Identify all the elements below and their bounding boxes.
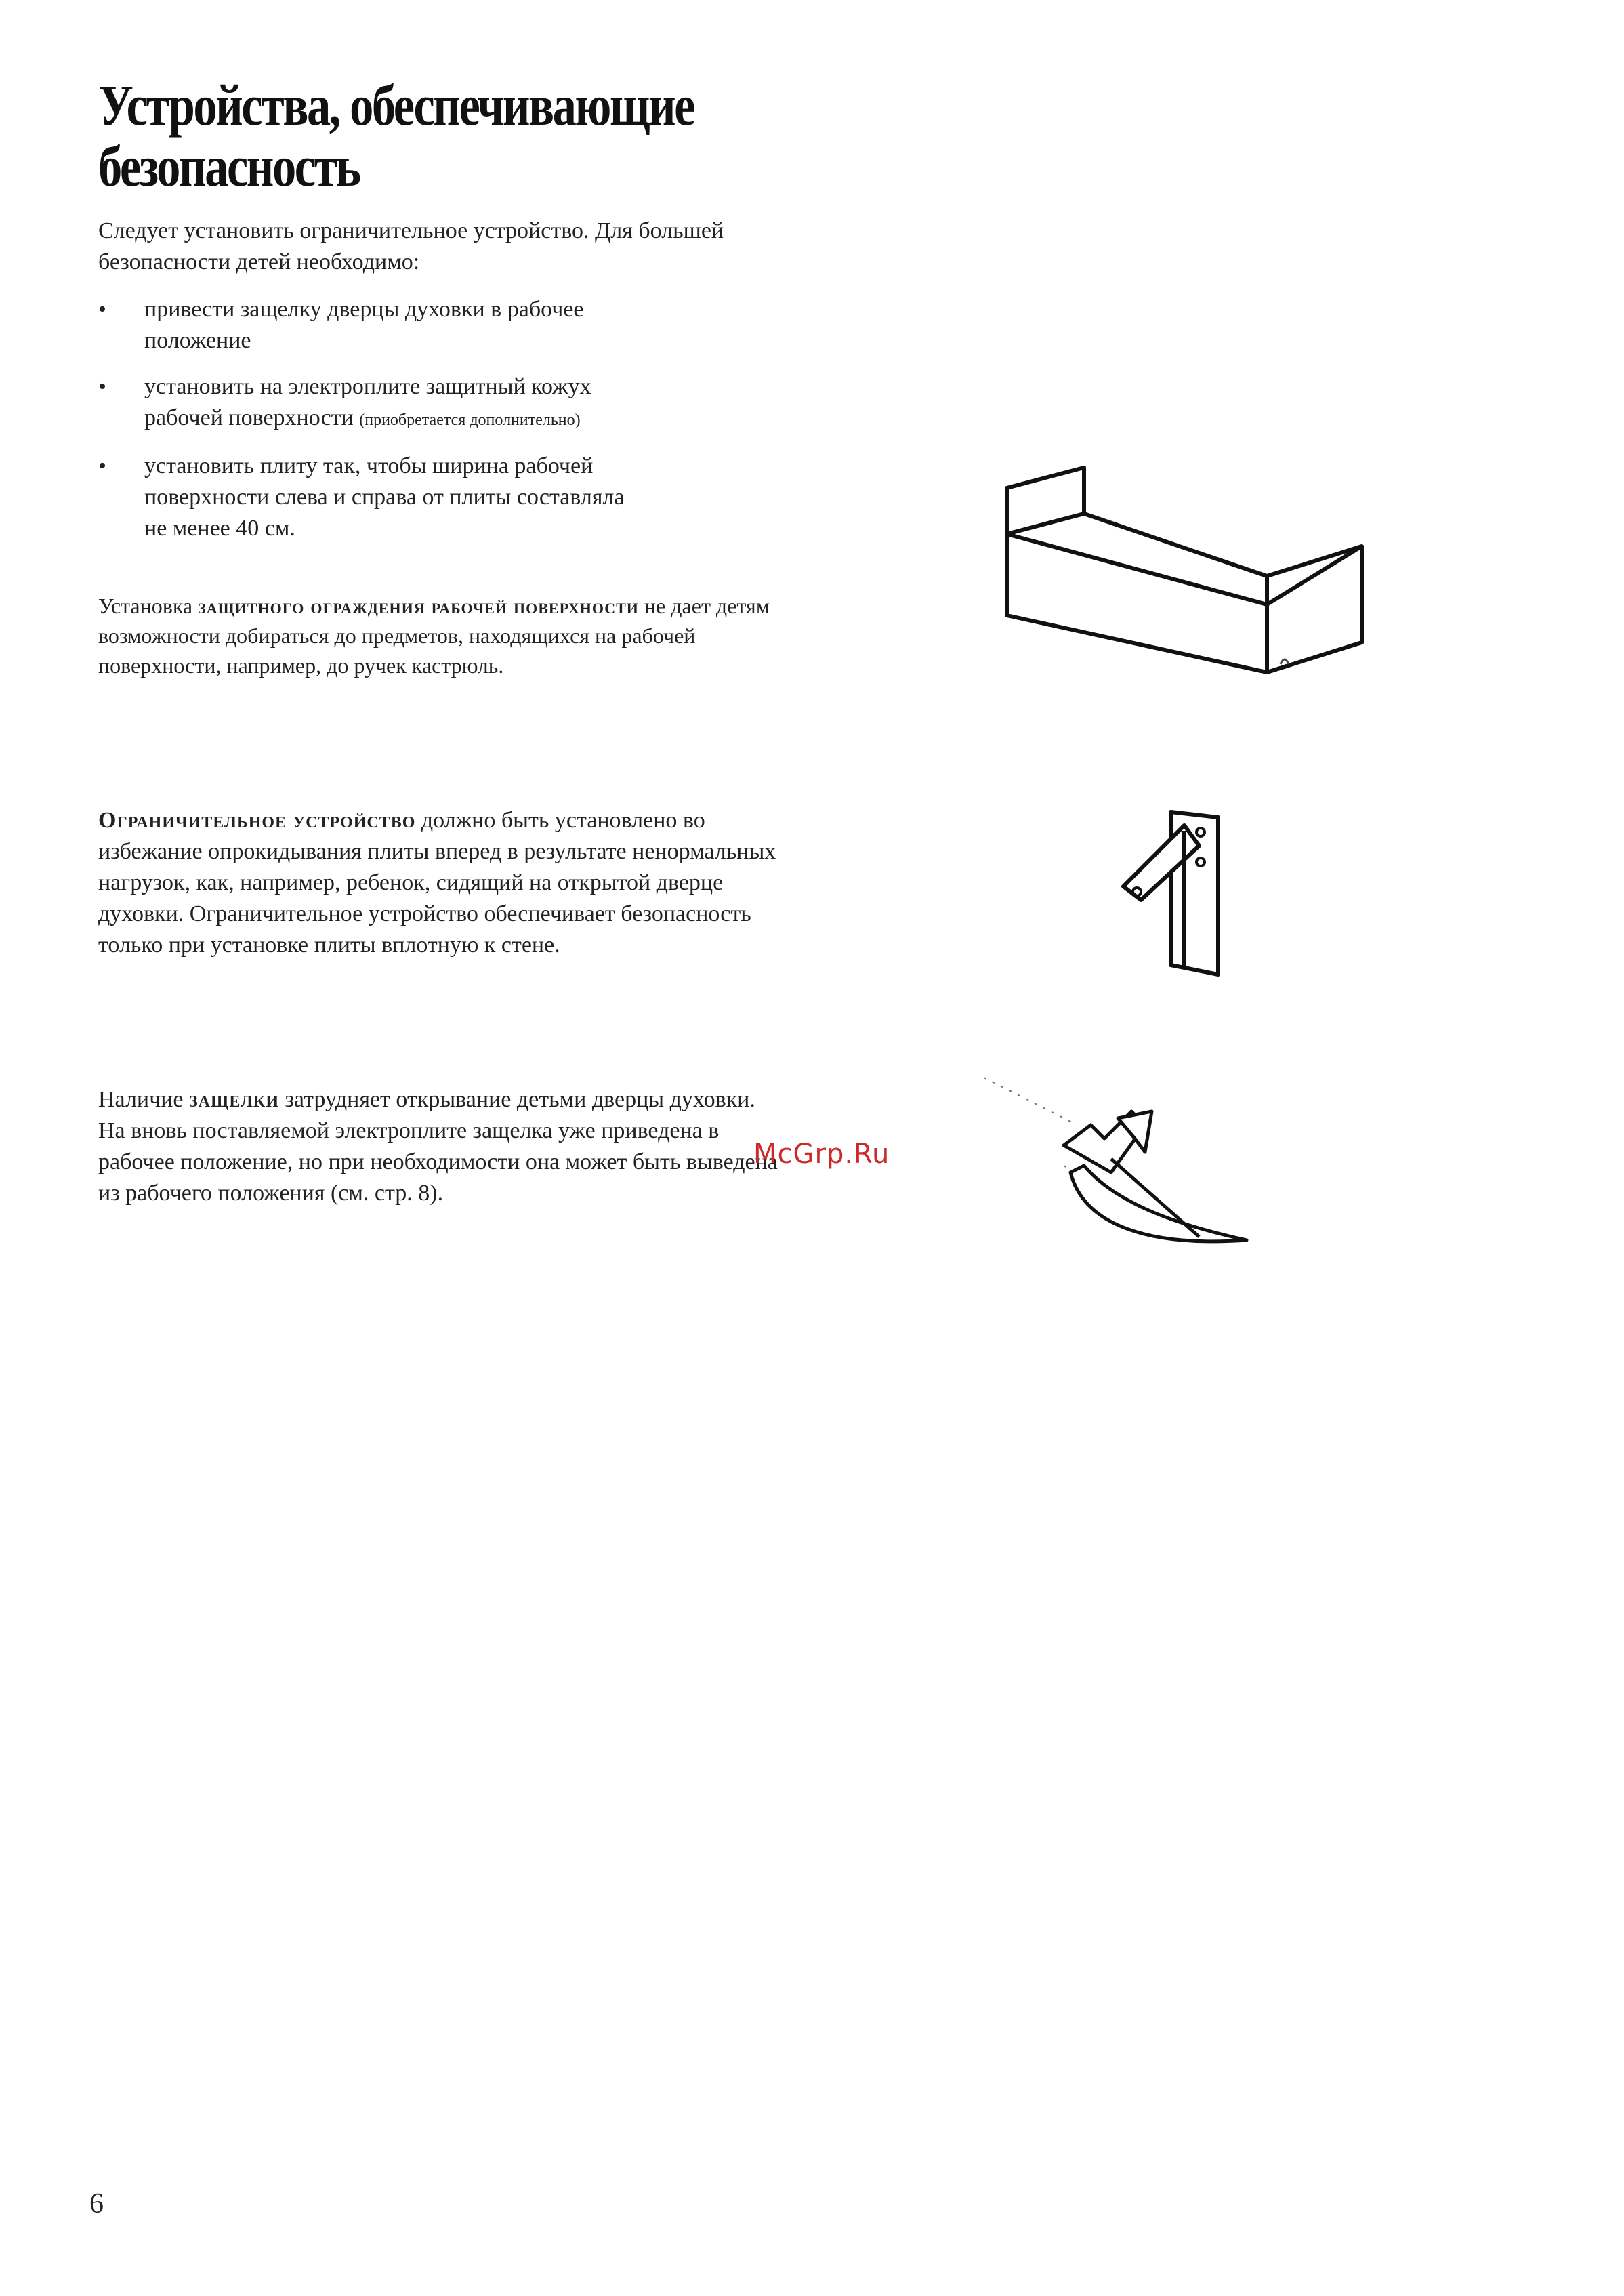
limiter-text: должно быть установлено во избежание опрокидывания плиты вперед в результате ненормальных нагрузок, как, например, ребенок, сидящий на открытой дверце духовки. Ограничительное устройство обеспечивает безопасность только при установке плиты вплотную к стене. <box>98 808 776 958</box>
bullet-text: установить плиту так, чтобы ширина рабочей поверхности слева и справа от плиты составляла не менее 40 см. <box>144 453 625 541</box>
safety-bullet-list <box>98 294 640 559</box>
bullet-item <box>98 294 640 356</box>
bullet-text: привести защелку дверцы духовки в рабочее положение <box>144 297 584 353</box>
guard-text: не дает детям возможности добираться до предметов, находящихся на рабочей поверхности, например, до ручек кастрюль. <box>98 594 770 678</box>
limiter-paragraph <box>98 805 783 961</box>
intro-paragraph: Следует установить ограничительное устройство. Для большей безопасности детей необходимо: <box>98 218 724 274</box>
worktop-guard-icon <box>996 461 1375 691</box>
bullet-text: установить на электроплите защитный кожух рабочей поверхности <box>144 374 591 430</box>
page-number: 6 <box>89 2188 104 2219</box>
watermark: McGrp.Ru <box>753 1139 890 1170</box>
page-title: Устройства, обеспечивающие безопасность <box>98 73 694 199</box>
guard-prefix: Установка <box>98 594 193 618</box>
guard-paragraph <box>98 591 783 680</box>
bullet-item <box>98 451 640 544</box>
guard-term: защитного ограждения рабочей поверхности <box>198 594 639 618</box>
latch-prefix: Наличие <box>98 1087 184 1112</box>
tilt-bracket-icon <box>1117 805 1238 981</box>
bullet-item <box>98 371 640 436</box>
limiter-term: Ограничительное устройство <box>98 808 416 833</box>
bullet-note: (приобретается дополнительно) <box>359 411 581 429</box>
bullet-marker: • <box>98 374 106 399</box>
latch-paragraph <box>98 1084 783 1209</box>
bullet-marker: • <box>98 453 106 478</box>
bullet-marker: • <box>98 297 106 322</box>
latch-text: затрудняет открывание детьми дверцы духовки. На вновь поставляемой электроплите защелка уже приведена в рабочее положение, но при необходимости она может быть выведена из рабочего положения (см. стр. 8). <box>98 1087 778 1206</box>
latch-term: защелки <box>189 1087 279 1112</box>
door-latch-icon <box>982 1071 1253 1260</box>
